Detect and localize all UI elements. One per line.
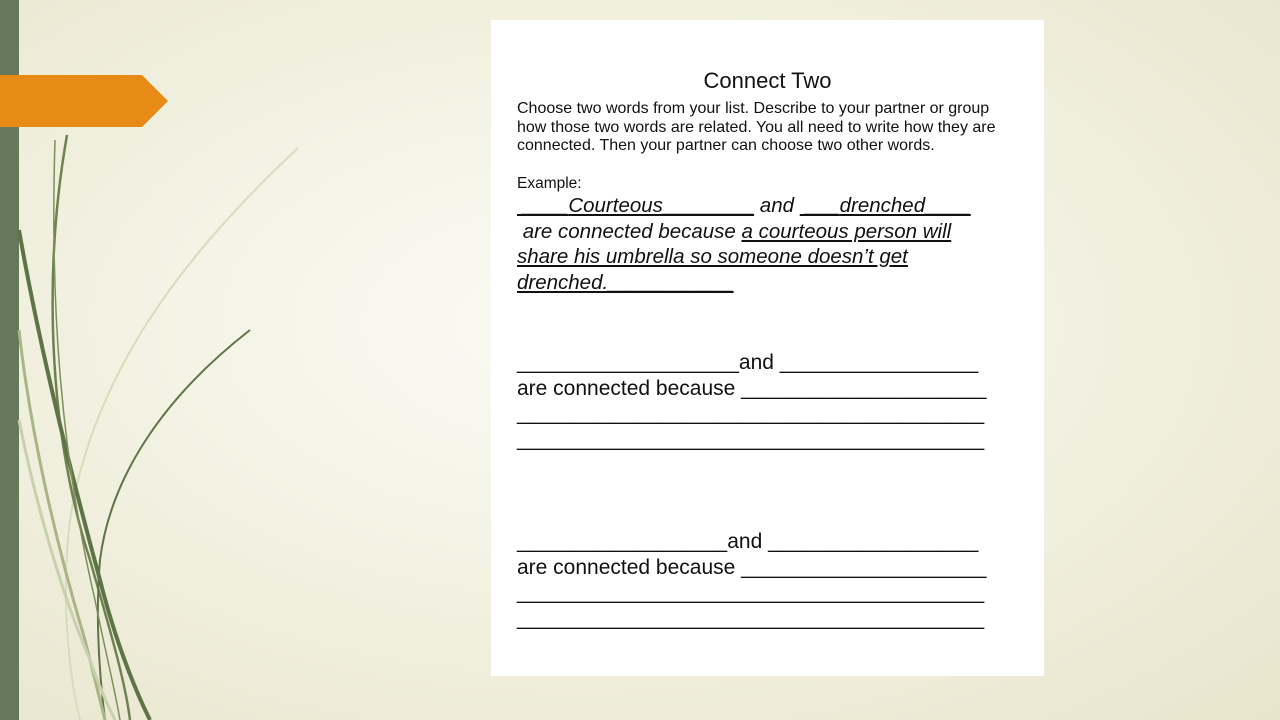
pair-1-because-line[interactable]: are connected because _____________________: [517, 376, 987, 400]
worksheet-title: Connect Two: [703, 68, 832, 93]
instruction-line: connected. Then your partner can choose two other words.: [517, 137, 935, 154]
example-blank-lead: ____: [517, 194, 569, 217]
instruction-line: how those two words are related. You all need to write how they are: [517, 118, 996, 136]
example-word-2: drenched____: [839, 194, 971, 217]
example-blank-mid: ___: [799, 194, 840, 217]
pair-2-words-line[interactable]: __________________and __________________: [517, 530, 979, 553]
pair-1-answer-line[interactable]: ________________________________________: [517, 427, 985, 451]
pair-2-answer-line[interactable]: ________________________________________: [517, 581, 985, 604]
instruction-line: Choose two words from your list. Describe to your partner or group: [517, 100, 990, 117]
example-line-2: [517, 219, 1027, 245]
example-reason-2: share his umbrella so someone doesn’t get: [517, 245, 908, 268]
example-line-1: [517, 193, 1027, 219]
connection-blank-2: [517, 529, 1027, 631]
example-word-1: Courteous________: [568, 194, 755, 217]
grass-decoration: [0, 0, 320, 720]
example-label: Example:: [517, 175, 582, 192]
example-reason-3: drenched.___________: [517, 270, 734, 294]
pair-2-because-line[interactable]: are connected because _____________________: [517, 555, 987, 579]
example-connector: are connected because: [517, 219, 742, 243]
pair-2-answer-line[interactable]: ________________________________________: [517, 606, 985, 630]
pair-1-words-line[interactable]: ___________________and _________________: [517, 351, 979, 374]
pair-1-answer-line[interactable]: ________________________________________: [517, 402, 985, 425]
example-line-3: [517, 244, 1027, 270]
example-line-4: [517, 270, 1027, 296]
example-and: and: [754, 194, 800, 217]
example-reason-1: a courteous person will: [741, 219, 952, 243]
example-sentence: [517, 193, 1027, 295]
connection-blank-1: [517, 350, 1027, 452]
worksheet-page: [491, 20, 1044, 676]
instructions: [517, 100, 1022, 156]
